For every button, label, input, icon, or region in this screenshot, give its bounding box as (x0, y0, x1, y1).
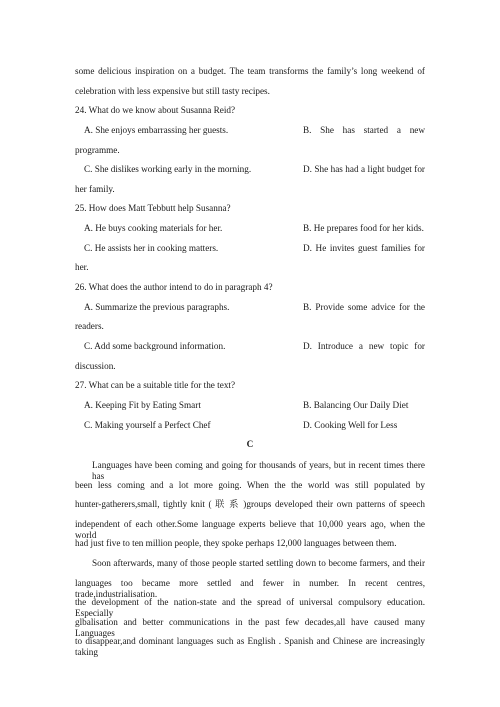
passage-c-p1-line: independent of each other.Some language experts believe that 10,000 years ago, when the world (75, 519, 425, 541)
q24-option-a: A. She enjoys embarrassing her guests. (84, 125, 229, 135)
q24-option-b: B. She has started a new (303, 125, 425, 135)
passage-b-line: celebration with less expensive but still tasty recipes. (75, 86, 270, 96)
q24-option-c: C. She dislikes working early in the morning. (84, 164, 252, 174)
passage-c-p1-line: been less coming and a lot more going. When the the world was still populated by (75, 480, 425, 490)
q25-option-b: B. He prepares food for her kids. (303, 223, 424, 233)
q27-option-b: B. Balancing Our Daily Diet (303, 400, 409, 410)
q26-option-a: A. Summarize the previous paragraphs. (84, 302, 230, 312)
q24-option-b-continued: programme. (75, 145, 120, 155)
q25-option-d: D. He invites guest families for (303, 243, 425, 253)
q26-option-d-continued: discussion. (75, 361, 116, 371)
q25-option-a: A. He buys cooking materials for her. (84, 223, 223, 233)
q25-option-d-continued: her. (75, 262, 89, 272)
passage-c-p2-line: to disappear,and dominant languages such as English . Spanish and Chinese are increasingly taking (75, 636, 425, 658)
passage-c-p1-line: had just five to ten million people, they spoke perhaps 12,000 languages between them. (75, 538, 397, 548)
passage-c-p2-line: Soon afterwards, many of those people started settling down to become farmers, and their (92, 558, 425, 568)
q26-option-b: B. Provide some advice for the (303, 302, 425, 312)
passage-c-p2-line: languages too became more settled and fewer in number. In recent centres, trade,industrialisation. (75, 578, 425, 600)
q26-option-d: D. Introduce a new topic for (303, 341, 425, 351)
q24-option-d: D. She has had a light budget for (303, 164, 425, 174)
q25-option-c: C. He assists her in cooking matters. (84, 243, 219, 253)
passage-c-p2-line: the development of the nation-state and the spread of universal compulsory education. Especially (75, 597, 425, 619)
q24-option-d-continued: her family. (75, 184, 115, 194)
passage-c-p2-line: glbalisation and better communications in the past few decades,all have caused many Languages (75, 617, 425, 639)
q26-option-b-continued: readers. (75, 321, 104, 331)
question-27-stem: 27. What can be a suitable title for the text? (75, 380, 236, 390)
question-26-stem: 26. What does the author intend to do in paragraph 4? (75, 282, 273, 292)
passage-b-line: some delicious inspiration on a budget. The team transforms the family’s long weekend of (75, 66, 425, 76)
q27-option-d: D. Cooking Well for Less (303, 420, 398, 430)
q27-option-c: C. Making yourself a Perfect Chef (84, 420, 211, 430)
q27-option-a: A. Keeping Fit by Eating Smart (84, 400, 201, 410)
question-25-stem: 25. How does Matt Tebbutt help Susanna? (75, 203, 231, 213)
q26-option-c: C. Add some background information. (84, 341, 226, 351)
question-24-stem: 24. What do we know about Susanna Reid? (75, 105, 236, 115)
passage-c-p1-line: hunter-gatherers,small, tightly knit ( 联 系 )groups developed their own patterns of speech (75, 499, 425, 509)
passage-c-p1-line: Languages have been coming and going for thousands of years, but in recent times there has (92, 460, 425, 482)
section-c-heading: C (246, 439, 254, 449)
